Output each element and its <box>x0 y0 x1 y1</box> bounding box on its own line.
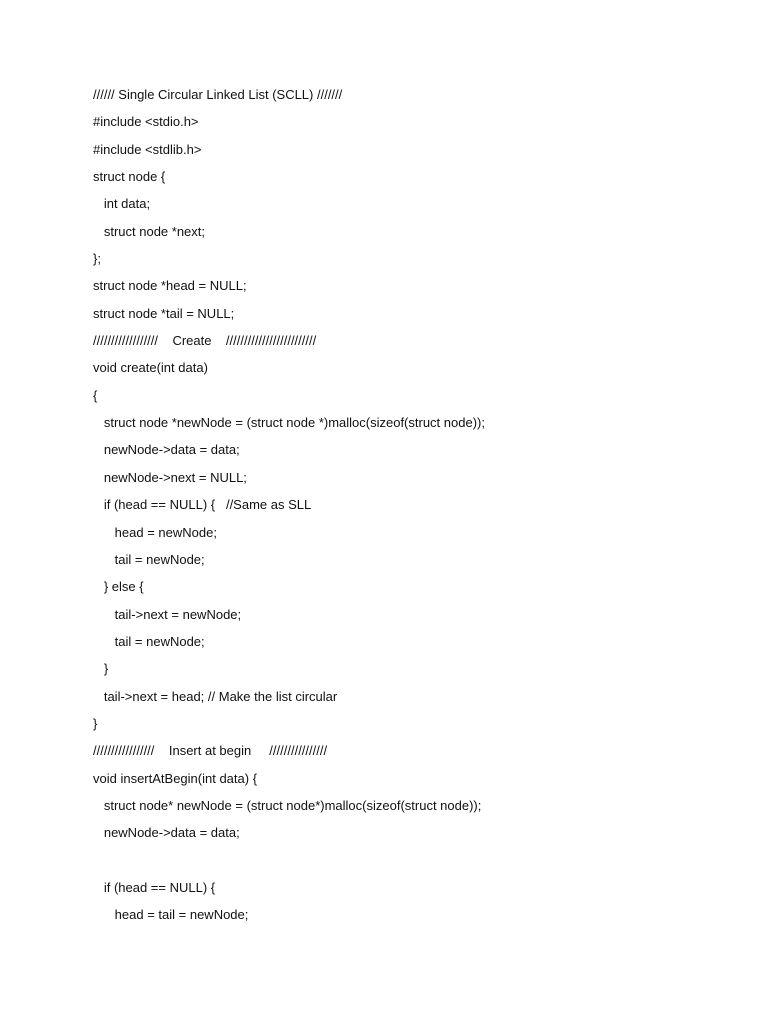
code-line-28: newNode->data = data; <box>93 825 240 841</box>
code-line-20: tail->next = newNode; <box>93 606 242 622</box>
code-line-7: }; <box>93 251 101 267</box>
code-line-30: if (head == NULL) { <box>93 879 216 895</box>
code-line-2: #include <stdio.h> <box>93 114 199 130</box>
code-line-12: { <box>93 387 98 403</box>
code-line-29 <box>93 852 733 879</box>
code-line-5: int data; <box>93 196 151 212</box>
code-line-10: ////////////////// Create ///////////////////////// <box>93 333 317 349</box>
code-line-31: head = tail = newNode; <box>93 907 249 923</box>
code-line-25: ///////////////// Insert at begin //////////////// <box>93 743 328 759</box>
code-line-1: ////// Single Circular Linked List (SCLL) /////// <box>93 87 343 102</box>
code-line-14: newNode->data = data; <box>93 442 240 458</box>
code-line-16: if (head == NULL) { //Same as SLL <box>93 497 312 513</box>
code-block <box>93 86 733 934</box>
code-line-15: newNode->next = NULL; <box>93 469 247 485</box>
code-line-17: head = newNode; <box>93 524 217 540</box>
code-line-18: tail = newNode; <box>93 551 205 567</box>
code-line-27: struct node* newNode = (struct node*)malloc(sizeof(struct node)); <box>93 797 482 813</box>
code-line-8: struct node *head = NULL; <box>93 278 247 294</box>
code-line-6: struct node *next; <box>93 223 206 239</box>
code-line-22: } <box>93 661 109 677</box>
code-line-4: struct node { <box>93 169 166 185</box>
code-line-26: void insertAtBegin(int data) { <box>93 770 258 786</box>
code-line-24: } <box>93 715 98 731</box>
code-line-3: #include <stdlib.h> <box>93 141 202 157</box>
code-line-11: void create(int data) <box>93 360 208 376</box>
code-line-23: tail->next = head; // Make the list circular <box>93 688 338 704</box>
code-line-21: tail = newNode; <box>93 633 205 649</box>
code-line-13: struct node *newNode = (struct node *)malloc(sizeof(struct node)); <box>93 415 485 431</box>
code-line-19: } else { <box>93 579 144 595</box>
code-line-9: struct node *tail = NULL; <box>93 305 235 321</box>
